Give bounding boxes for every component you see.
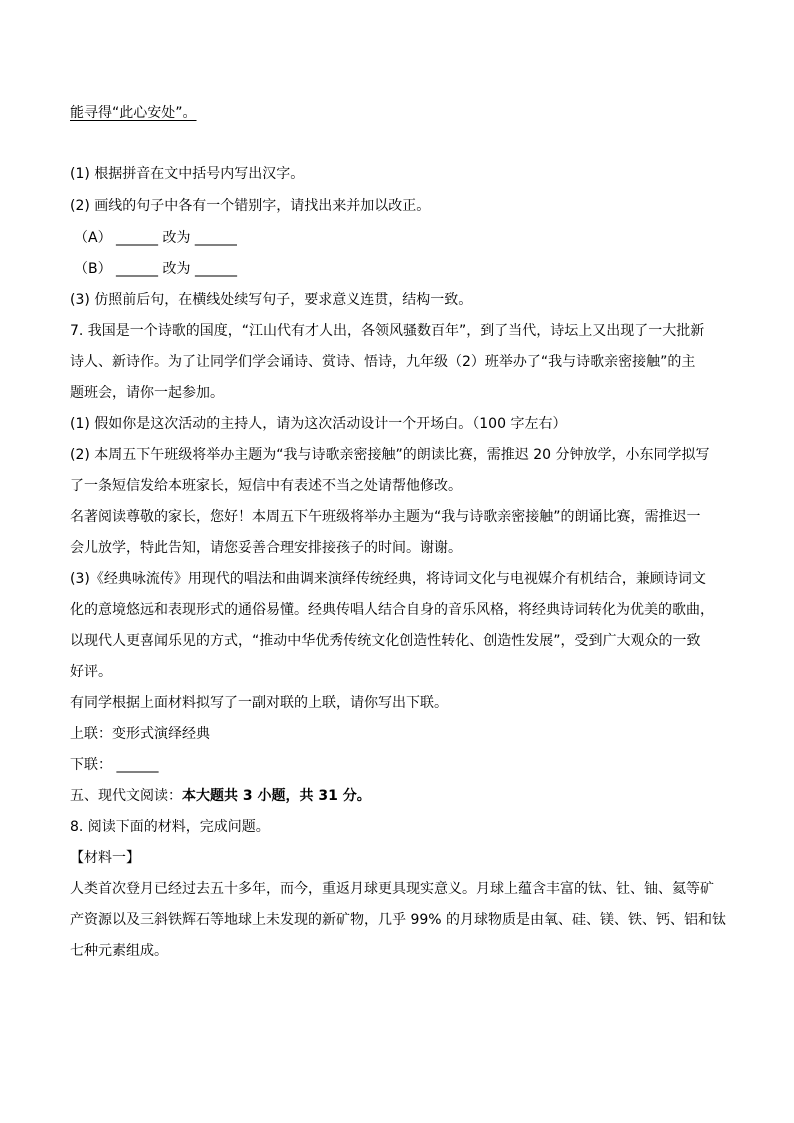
material-1-line-3: 七种元素组成。 (70, 943, 168, 959)
question-6-2: (2) 画线的句子中各有一个错别字，请找出来并加以改正。 (70, 198, 431, 214)
passage-underlined-line: 能寻得“此心安处”。 (70, 105, 197, 121)
question-7-3-line-2: 化的意境悠远和表现形式的通俗易懂。经典传唱人结合自身的音乐风格，将经典诗词转化为优美的歌曲， (70, 602, 714, 618)
question-7-1: (1) 假如你是这次活动的主持人，请为这次活动设计一个开场白。（100 字左右） (70, 416, 567, 432)
section-5-bold: 本大题共 3 小题，共 31 分。 (182, 788, 371, 804)
question-7-3-line-3: 以现代人更喜闻乐见的方式，“推动中华优秀传统文化创造性转化、创造性发展”，受到广大观众的一致 (70, 633, 701, 649)
material-1-line-1: 人类首次登月已经过去五十多年，而今，重返月球更具现实意义。月球上蕴含丰富的钛、钍、铀、氦等矿 (70, 881, 714, 897)
sms-text-line-1: 名著阅读尊敬的家长，您好！本周五下午班级将举办主题为“我与诗歌亲密接触”的朗诵比赛，需推迟一 (70, 509, 701, 525)
couplet-lower: 下联： ______ (70, 757, 159, 773)
question-7-2-line-2: 了一条短信发给本班家长，短信中有表述不当之处请帮他修改。 (70, 478, 462, 494)
question-6-1: (1) 根据拼音在文中括号内写出汉字。 (70, 166, 305, 182)
sms-text-line-2: 会儿放学，特此告知，请您妥善合理安排接孩子的时间。谢谢。 (70, 540, 462, 556)
couplet-instruction: 有同学根据上面材料拟写了一副对联的上联，请你写出下联。 (70, 695, 448, 711)
section-5-lead: 五、现代文阅读： (70, 788, 182, 804)
question-7-intro-3: 题班会，请你一起参加。 (70, 385, 224, 401)
couplet-upper: 上联：变形式演绎经典 (70, 726, 210, 742)
question-7-3-line-4: 好评。 (70, 664, 112, 680)
material-1-line-2: 产资源以及三斜铁辉石等地球上未发现的新矿物，几乎 99% 的月球物质是由氧、硅、镁、铁、钙、铝和钛 (70, 912, 727, 928)
question-8-intro: 8. 阅读下面的材料，完成问题。 (70, 819, 270, 835)
question-6-3: (3) 仿照前后句，在横线处续写句子，要求意义连贯，结构一致。 (70, 292, 473, 308)
question-7-3-line-1: (3)《经典咏流传》用现代的唱法和曲调来演绎传统经典，将诗词文化与电视媒介有机结合，兼顾诗词文 (70, 571, 706, 587)
question-7-intro-2: 诗人、新诗作。为了让同学们学会诵诗、赏诗、悟诗，九年级（2）班举办了“我与诗歌亲密接触”的主 (70, 354, 696, 370)
question-7-2-line-1: (2) 本周五下午班级将举办主题为“我与诗歌亲密接触”的朗读比赛，需推迟 20 分钟放学，小东同学拟写 (70, 447, 710, 463)
material-1-heading: 【材料一】 (70, 850, 140, 866)
answer-line-b: （B） ______ 改为 ______ (74, 261, 237, 277)
answer-line-a: （A） ______ 改为 ______ (74, 230, 237, 246)
question-7-intro-1: 7. 我国是一个诗歌的国度，“江山代有才人出，各领风骚数百年”，到了当代，诗坛上又出现了一大批新 (70, 323, 705, 339)
section-5-heading (70, 787, 730, 805)
